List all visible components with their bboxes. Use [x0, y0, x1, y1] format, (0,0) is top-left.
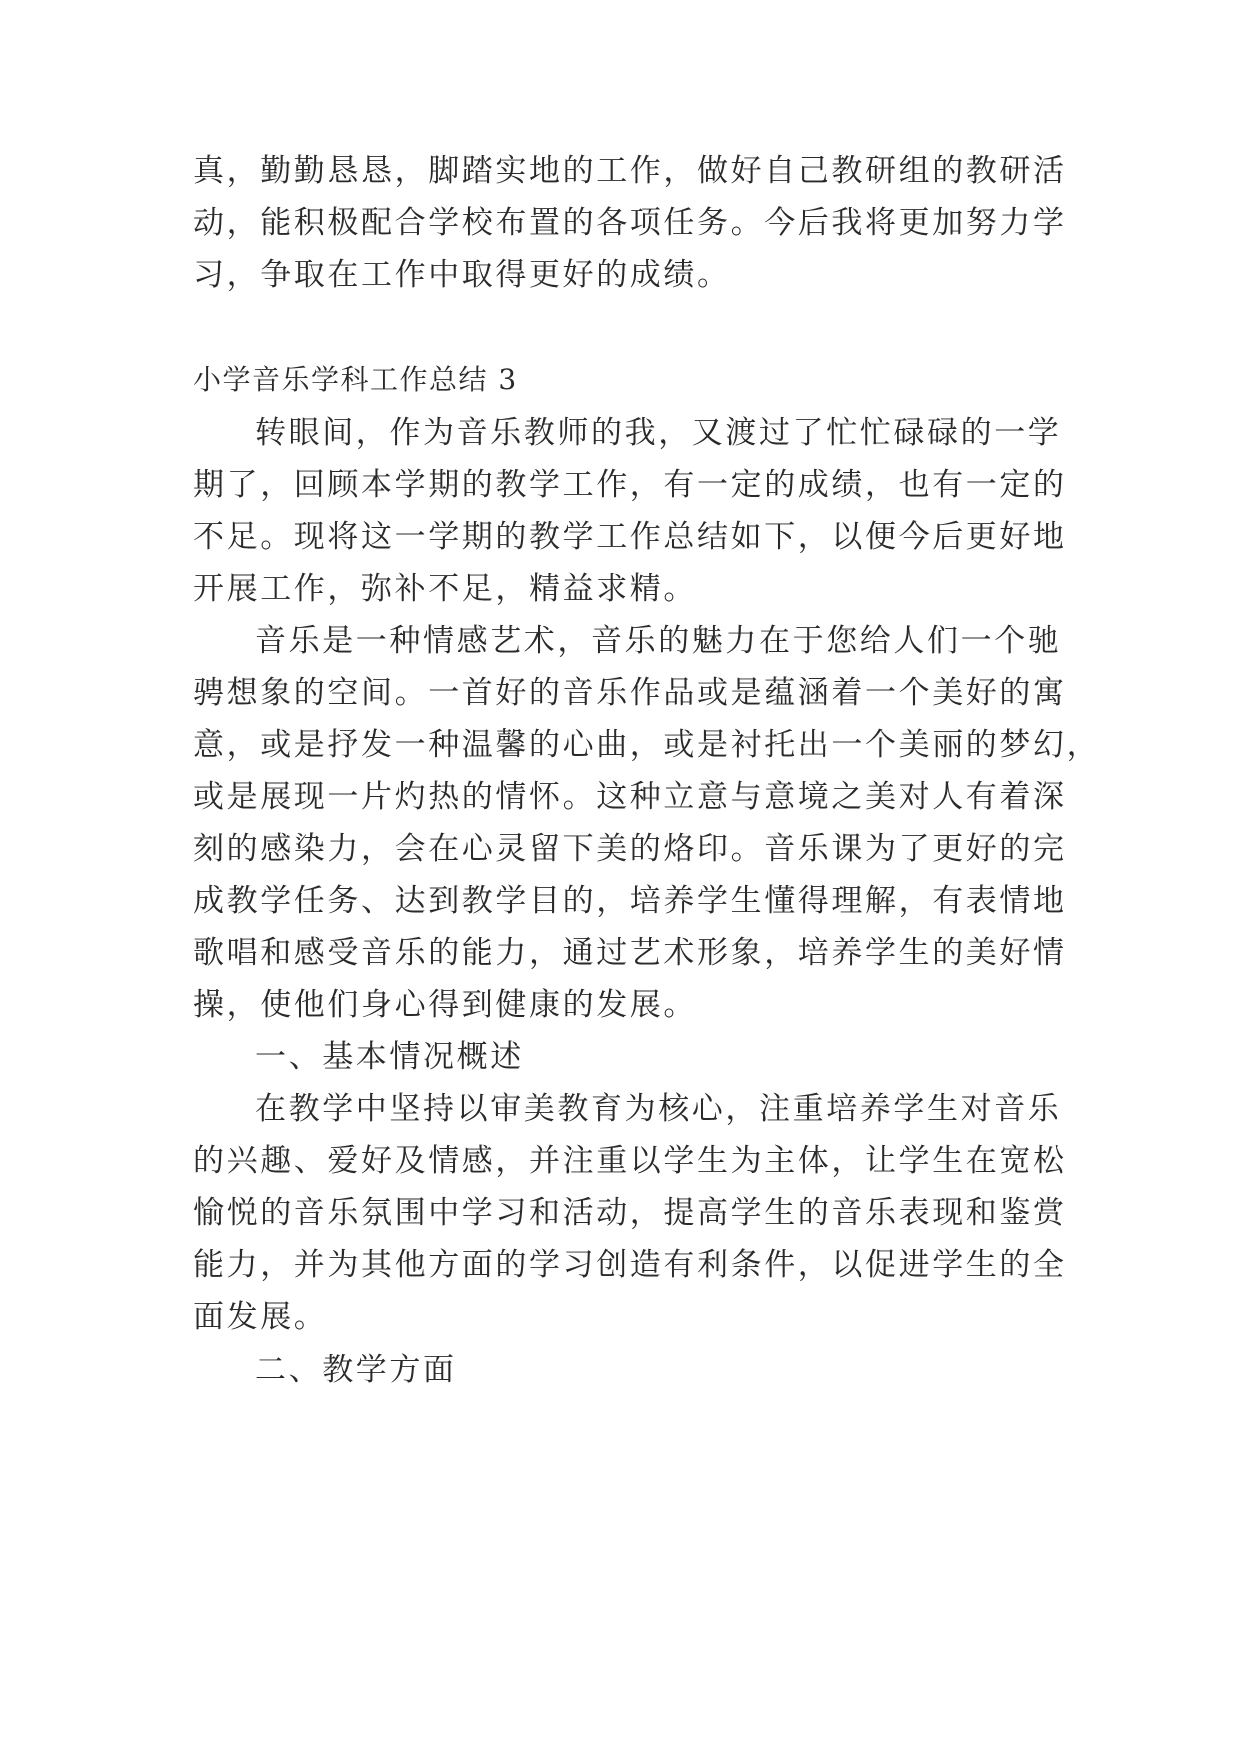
section-title: 小学音乐学科工作总结 3	[193, 363, 518, 396]
continuation-line-2: 动，能积极配合学校布置的各项任务。今后我将更加努力学	[193, 205, 1067, 241]
paragraph2-line-2: 骋想象的空间。一首好的音乐作品或是蕴涵着一个美好的寓	[193, 675, 1067, 711]
heading-basic-overview: 一、基本情况概述	[255, 1039, 524, 1075]
paragraph3-line-5: 面发展。	[193, 1299, 328, 1335]
heading-teaching: 二、教学方面	[255, 1352, 457, 1388]
continuation-line-3: 习，争取在工作中取得更好的成绩。	[193, 257, 731, 293]
paragraph2-line-8: 操，使他们身心得到健康的发展。	[193, 987, 697, 1023]
continuation-line-1: 真，勤勤恳恳，脚踏实地的工作，做好自己教研组的教研活	[193, 153, 1067, 189]
paragraph2-line-1: 音乐是一种情感艺术，音乐的魅力在于您给人们一个驰	[255, 623, 1062, 659]
paragraph1-line-2: 期了，回顾本学期的教学工作，有一定的成绩，也有一定的	[193, 467, 1067, 503]
paragraph2-line-5: 刻的感染力，会在心灵留下美的烙印。音乐课为了更好的完	[193, 831, 1067, 867]
paragraph1-line-3: 不足。现将这一学期的教学工作总结如下，以便今后更好地	[193, 519, 1067, 555]
paragraph2-line-3: 意，或是抒发一种温馨的心曲，或是衬托出一个美丽的梦幻，	[193, 727, 1101, 763]
paragraph2-line-4: 或是展现一片灼热的情怀。这种立意与意境之美对人有着深	[193, 779, 1067, 815]
paragraph3-line-2: 的兴趣、爱好及情感，并注重以学生为主体，让学生在宽松	[193, 1143, 1067, 1179]
paragraph1-line-4: 开展工作，弥补不足，精益求精。	[193, 571, 697, 607]
paragraph3-line-4: 能力，并为其他方面的学习创造有利条件，以促进学生的全	[193, 1247, 1067, 1283]
paragraph3-line-3: 愉悦的音乐氛围中学习和活动，提高学生的音乐表现和鉴赏	[193, 1195, 1067, 1231]
paragraph2-line-6: 成教学任务、达到教学目的，培养学生懂得理解，有表情地	[193, 883, 1067, 919]
paragraph2-line-7: 歌唱和感受音乐的能力，通过艺术形象，培养学生的美好情	[193, 935, 1067, 971]
paragraph1-line-1: 转眼间，作为音乐教师的我，又渡过了忙忙碌碌的一学	[255, 415, 1062, 451]
paragraph3-line-1: 在教学中坚持以审美教育为核心，注重培养学生对音乐	[255, 1091, 1062, 1127]
